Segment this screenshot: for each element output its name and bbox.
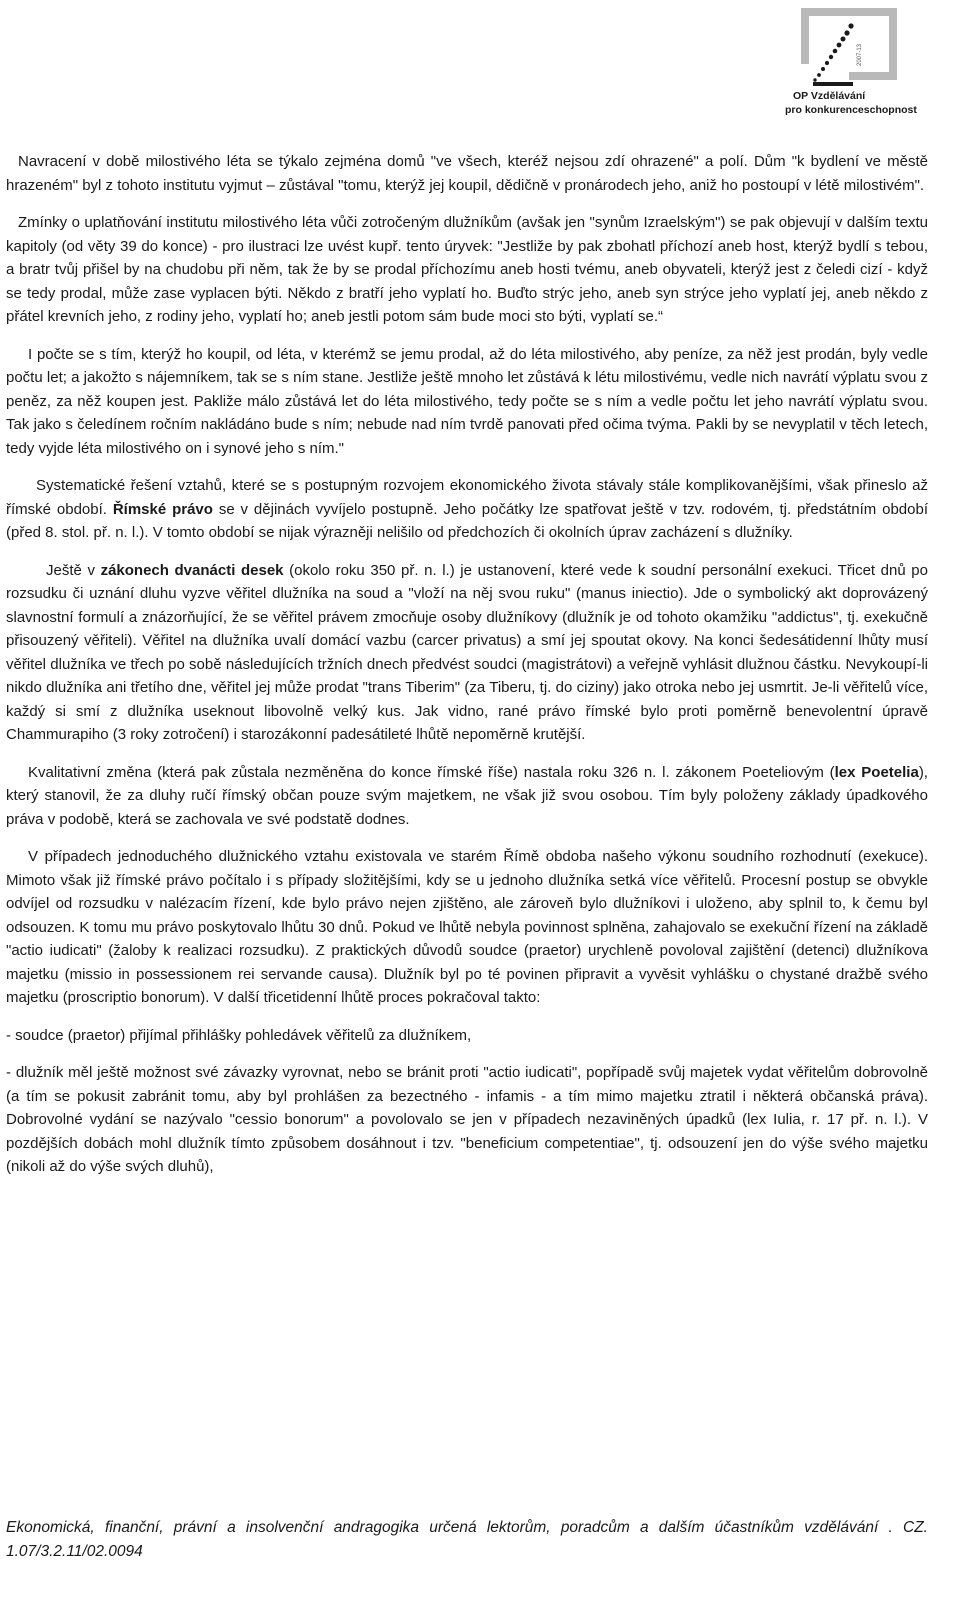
paragraph-bold-term: Římské právo xyxy=(112,500,213,518)
paragraph: I počte se s tím, kterýž ho koupil, od léta, v kterémž se jemu prodal, až do léta milostivého, aby peníze, za něž jest prodán, byly vedle počtu let; a jakožto s nájemníkem, tak se s ním stane. Jestliže ještě mnoho let zůstává k létu milostivému, vedle nich navrátí výplatu svou z peněz, za něž koupen jest. Pakliže málo zůstává let do léta milostivého, tedy počte se s ním a vedle počtu let jeho navrátí výplatu svou. Tak jako s čeledínem ročním nakládáno bude s ním; nebude nad ním tvrdě panovati před očima tvýma. Pakli by se nevyplatil v těch letech, tedy vyjde léta milostivého on i synové jeho s ním." xyxy=(6,345,928,457)
paragraph: Navracení v době milostivého léta se týkalo zejména domů "ve všech, kteréž nejsou zdí ohrazené" a polí. Dům "k bydlení ve městě hrazeném" byl z tohoto institutu vyjmut – zůstával "tomu, kterýž jej koupil, dědičně v pronárodech jeho, aniž ho postoupí v létě milostivém". xyxy=(6,153,928,194)
logo-graphic xyxy=(793,8,905,88)
paragraph: - dlužník měl ještě možnost své závazky vyrovnat, nebo se bránit proti "actio iudicati", popřípadě svůj majetek vydat věřitelům dobrovolně (a tím se pokusit zabránit tomu, aby byl prohlášen za bezectného - infamis - a tím mimo majetku ztratil i některá občanská práva). Dobrovolné vydání se nazývalo "cessio bonorum" a povolovalo se jen v případech nezaviněných úpadků (lex Iulia, r. 17 př. n. l.). V pozdějších dobách mohl dlužník tímto způsobem dosáhnout i tzv. "beneficium competentiae", tj. odsouzení jen do výše svého majetku (nikoli až do výše svých dluhů), xyxy=(6,1064,928,1175)
logo-text-line2: pro konkurenceschopnost xyxy=(785,104,917,116)
paragraph-text: se v dějinách vyvíjelo postupně. Jeho počátky lze spatřovat ještě v tzv. rodovém, tj. předstátním období (před 8. stol. př. n. l.). V tomto období se nijak výrazněji nelišilo od předchozích či okolních úprav zacházení s dlužníky. xyxy=(6,500,928,541)
paragraph xyxy=(6,474,928,545)
op-vzdelavani-logo xyxy=(785,8,935,118)
paragraph-text: Ještě v xyxy=(46,561,101,579)
paragraph: Zmínky o uplatňování institutu milostivého léta vůči zotročeným dlužníkům (avšak jen "synům Izraelským") se pak objevují v dalším textu kapitoly (od věty 39 do konce) - pro ilustraci lze uvést kupř. tento úryvek: "Jestliže by pak zbohatl příchozí aneb host, kterýž bydlí s tebou, a bratr tvůj přišel by na chudobu při něm, tak že by se prodal příchozímu aneb hosti tvému, aneb obyvateli, kterýž jest z čeledi cizí - když se tedy prodal, může zase vyplacen býti. Někdo z bratří jeho vyplatí ho. Buďto strýc jeho, aneb syn strýce jeho vyplatí jej, aneb někdo z přátel krevních jeho, z rodiny jeho, vyplatí ho; aneb jestli potom sám bude moci sto býti, vyplatí se.“ xyxy=(6,214,928,325)
paragraph-text: Kvalitativní změna (která pak zůstala nezměněna do konce římské říše) nastala roku 326 n. l. zákonem Poeteliovým ( xyxy=(28,763,835,781)
logo-year: 2007-13 xyxy=(857,43,863,66)
paragraph-text: Systematické řešení vztahů, které se s postupným rozvojem ekonomického života stávaly stále komplikovanějšími, však přineslo až římské období. xyxy=(6,477,928,518)
paragraph-bold-term: zákonech dvanácti desek xyxy=(100,561,284,579)
logo-text-line1: OP Vzdělávání xyxy=(793,90,866,102)
paragraph: - soudce (praetor) přijímal přihlášky pohledávek věřitelů za dlužníkem, xyxy=(6,1026,472,1044)
document-body xyxy=(6,150,928,1179)
paragraph-text: (okolo roku 350 př. n. l.) je ustanovení, které vede k soudní personální exekuci. Třicet dnů po rozsudku či uznání dluhu vyzve věřitel dlužníka na soud a "vloží na něj svou ruku" (manus iniectio). Jde o symbolický akt doprovázený slavnostní formulí a znázorňující, že se věřitel právem zmocňuje osoby dlužníkovy (dlužník je od tohoto okamžiku "addictus", tj. exekučně přisouzený věřiteli). Věřitel na dlužníka uvalí domácí vazbu (carcer privatus) a smí jej spoutat okovy. Na konci šedesátidenní lhůty musí věřitel dlužníka ve třech po sobě následujících tržních dnech předvést soudci (magistrátovi) a veřejně vyhlásit dlužnou částku. Nevykoupí-li nikdo dlužníka ani třetího dne, věřitel jej může prodat "trans Tiberim" (za Tiberu, tj. do ciziny) jako otroka nebo jej usmrtit. Je-li věřitelů více, každý si smí z dlužníka useknout libovolně velký kus. Jak vidno, rané právo římské bylo proti poměrně benevolentní úpravě Chammurapiho (3 roky zotročení) i starozákonní padesátileté lhůtě nepoměrně krutější. xyxy=(6,561,928,743)
paragraph xyxy=(6,559,928,747)
paragraph: V případech jednoduchého dlužnického vztahu existovala ve starém Římě obdoba našeho výkonu soudního rozhodnutí (exekuce). Mimoto však již římské právo počítalo i s případy složitějšími, kdy se u jednoho dlužníka setká více věřitelů. Procesní postup se obvykle odvíjel od rozsudku v nalézacím řízení, kde bylo právo nejen zjištěno, ale zároveň bylo dlužníkovi i uloženo, aby splnil to, k čemu byl odsouzen. K tomu mu právo poskytovalo lhůtu 30 dnů. Pokud ve lhůtě nebyla povinnost splněna, zahajovalo se exekuční řízení na základě "actio iudicati" (žaloby k realizaci rozsudku). Z praktických důvodů soudce (praetor) urychleně povoloval zajištění (detenci) dlužníkova majetku (missio in possessionem rei servande causa). Dlužník byl po té povinen připravit a vyvěsit vyhlášku o chystané dražbě svého majetku (proscriptio bonorum). V další třicetidenní lhůtě proces pokračoval takto: xyxy=(6,848,928,1006)
paragraph-bold-term: lex Poetelia xyxy=(834,763,919,781)
paragraph xyxy=(6,761,928,832)
footer-text: Ekonomická, finanční, právní a insolvenční andragogika určená lektorům, poradcům a dalším účastníkům vzdělávání . CZ. 1.07/3.2.11/02.0094 xyxy=(6,1519,928,1560)
paragraph-text: ), který stanovil, že za dluhy ručí římský občan pouze svým majetkem, ne však již svou osobou. Tím byly položeny základy úpadkového práva v podobě, která se zachovala ve své podstatě dodnes. xyxy=(6,763,928,828)
